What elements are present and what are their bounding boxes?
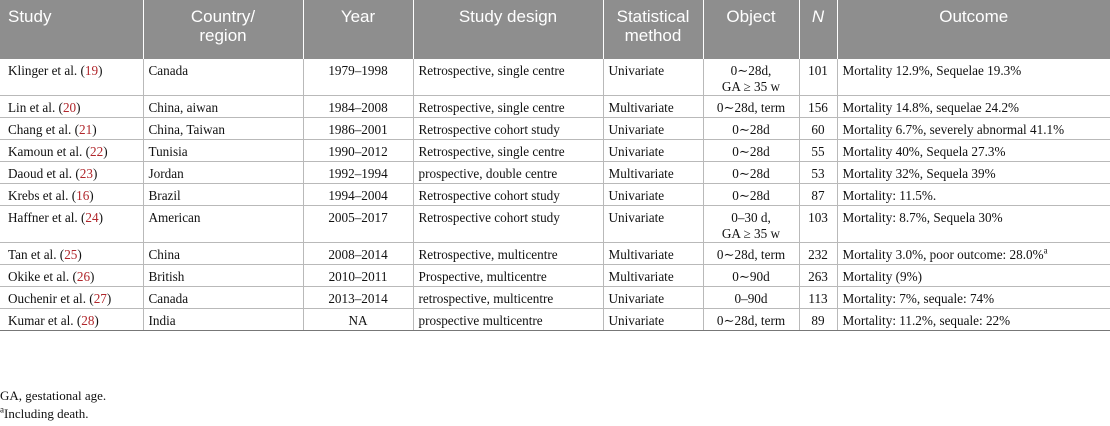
- design-cell: Prospective, multicentre: [413, 265, 603, 287]
- object-cell: 0–90d: [703, 287, 799, 309]
- outcome-cell: Mortality 3.0%, poor outcome: 28.0%$^a$: [837, 243, 1110, 265]
- n-cell: 89: [799, 309, 837, 331]
- country-cell: American: [143, 206, 303, 243]
- country-cell: China, Taiwan: [143, 118, 303, 140]
- country-cell: Canada: [143, 59, 303, 96]
- method-cell: Univariate: [603, 309, 703, 331]
- study-cell: Tan et al. (25): [0, 243, 143, 265]
- study-cell: Daoud et al. (23): [0, 162, 143, 184]
- outcome-cell: Mortality: 11.5%.: [837, 184, 1110, 206]
- table-row: [0, 243, 1110, 265]
- design-cell: Retrospective, single centre: [413, 59, 603, 96]
- year-cell: 1990–2012: [303, 140, 413, 162]
- object-cell: 0∼28d: [703, 162, 799, 184]
- outcome-cell: Mortality 6.7%, severely abnormal 41.1%: [837, 118, 1110, 140]
- country-cell: China, aiwan: [143, 96, 303, 118]
- n-cell: 53: [799, 162, 837, 184]
- design-cell: Retrospective, single centre: [413, 96, 603, 118]
- table-row: [0, 118, 1110, 140]
- n-cell: 113: [799, 287, 837, 309]
- outcome-cell: Mortality: 7%, sequale: 74%: [837, 287, 1110, 309]
- col-header-n: N: [799, 0, 837, 59]
- country-cell: China: [143, 243, 303, 265]
- table-row: [0, 287, 1110, 309]
- method-cell: Multivariate: [603, 265, 703, 287]
- col-header-method: Statistical method: [603, 0, 703, 59]
- object-cell: 0∼28d, term: [703, 309, 799, 331]
- footnote-a-marker: a: [0, 404, 4, 415]
- outcome-cell: Mortality 32%, Sequela 39%: [837, 162, 1110, 184]
- method-cell: Univariate: [603, 287, 703, 309]
- table-row: [0, 59, 1110, 96]
- table-row: [0, 162, 1110, 184]
- object-cell: 0∼28d: [703, 140, 799, 162]
- study-cell: Lin et al. (20): [0, 96, 143, 118]
- design-cell: Retrospective cohort study: [413, 118, 603, 140]
- year-cell: 1986–2001: [303, 118, 413, 140]
- method-cell: Multivariate: [603, 243, 703, 265]
- method-cell: Univariate: [603, 206, 703, 243]
- table-row: [0, 184, 1110, 206]
- country-cell: Tunisia: [143, 140, 303, 162]
- reference-link[interactable]: 24: [85, 210, 99, 225]
- study-cell: Chang et al. (21): [0, 118, 143, 140]
- year-cell: NA: [303, 309, 413, 331]
- n-cell: 60: [799, 118, 837, 140]
- col-header-object: Object: [703, 0, 799, 59]
- object-cell: 0–30 d, GA ≥ 35 w: [703, 206, 799, 243]
- year-cell: 2005–2017: [303, 206, 413, 243]
- outcome-cell: Mortality 12.9%, Sequelae 19.3%: [837, 59, 1110, 96]
- method-cell: Univariate: [603, 140, 703, 162]
- table-row: [0, 265, 1110, 287]
- outcome-cell: Mortality 14.8%, sequelae 24.2%: [837, 96, 1110, 118]
- object-cell: 0∼28d: [703, 184, 799, 206]
- study-cell: Kamoun et al. (22): [0, 140, 143, 162]
- year-cell: 1992–1994: [303, 162, 413, 184]
- year-cell: 1979–1998: [303, 59, 413, 96]
- country-cell: British: [143, 265, 303, 287]
- n-cell: 232: [799, 243, 837, 265]
- study-cell: Klinger et al. (19): [0, 59, 143, 96]
- reference-link[interactable]: 25: [64, 247, 78, 262]
- design-cell: Retrospective cohort study: [413, 206, 603, 243]
- method-cell: Univariate: [603, 184, 703, 206]
- reference-link[interactable]: 19: [84, 63, 99, 78]
- n-cell: 103: [799, 206, 837, 243]
- study-cell: Ouchenir et al. (27): [0, 287, 143, 309]
- country-cell: Jordan: [143, 162, 303, 184]
- method-cell: Univariate: [603, 118, 703, 140]
- footnote-ga: GA, gestational age.: [0, 388, 107, 403]
- method-cell: Univariate: [603, 59, 703, 96]
- year-cell: 1994–2004: [303, 184, 413, 206]
- method-cell: Multivariate: [603, 162, 703, 184]
- n-cell: 87: [799, 184, 837, 206]
- footnote-a: $^a$Including death.: [0, 404, 89, 421]
- method-cell: Multivariate: [603, 96, 703, 118]
- object-cell: 0∼28d, term: [703, 96, 799, 118]
- year-cell: 2010–2011: [303, 265, 413, 287]
- design-cell: Retrospective, single centre: [413, 140, 603, 162]
- design-cell: prospective, double centre: [413, 162, 603, 184]
- footnote-marker: a: [1043, 245, 1048, 256]
- col-header-year: Year: [303, 0, 413, 59]
- reference-link[interactable]: 16: [76, 188, 90, 203]
- col-header-outcome: Outcome: [837, 0, 1110, 59]
- header-row: [0, 0, 1110, 59]
- reference-link[interactable]: 23: [79, 166, 93, 181]
- design-cell: prospective multicentre: [413, 309, 603, 331]
- study-cell: Krebs et al. (16): [0, 184, 143, 206]
- reference-link[interactable]: 21: [79, 122, 93, 137]
- country-cell: India: [143, 309, 303, 331]
- reference-link[interactable]: 28: [81, 313, 95, 328]
- col-header-country: Country/ region: [143, 0, 303, 59]
- table-row: [0, 309, 1110, 331]
- reference-link[interactable]: 20: [62, 100, 77, 115]
- outcome-cell: Mortality 40%, Sequela 27.3%: [837, 140, 1110, 162]
- country-cell: Canada: [143, 287, 303, 309]
- table-row: [0, 96, 1110, 118]
- table-footnotes: [0, 387, 106, 423]
- col-header-design: Study design: [413, 0, 603, 59]
- design-cell: Retrospective, multicentre: [413, 243, 603, 265]
- reference-link[interactable]: 22: [90, 144, 104, 159]
- table-row: [0, 206, 1110, 243]
- study-cell: Okike et al. (26): [0, 265, 143, 287]
- object-cell: 0∼28d: [703, 118, 799, 140]
- object-cell: 0∼28d, term: [703, 243, 799, 265]
- outcome-cell: Mortality: 8.7%, Sequela 30%: [837, 206, 1110, 243]
- design-cell: retrospective, multicentre: [413, 287, 603, 309]
- n-cell: 55: [799, 140, 837, 162]
- object-cell: 0∼90d: [703, 265, 799, 287]
- year-cell: 2013–2014: [303, 287, 413, 309]
- country-cell: Brazil: [143, 184, 303, 206]
- reference-link[interactable]: 26: [76, 269, 91, 284]
- study-cell: Kumar et al. (28): [0, 309, 143, 331]
- n-cell: 101: [799, 59, 837, 96]
- design-cell: Retrospective cohort study: [413, 184, 603, 206]
- object-cell: 0∼28d, GA ≥ 35 w: [703, 59, 799, 96]
- year-cell: 2008–2014: [303, 243, 413, 265]
- reference-link[interactable]: 27: [93, 291, 107, 306]
- outcome-cell: Mortality (9%): [837, 265, 1110, 287]
- col-header-study: Study: [0, 0, 143, 59]
- study-cell: Haffner et al. (24): [0, 206, 143, 243]
- n-cell: 156: [799, 96, 837, 118]
- outcome-cell: Mortality: 11.2%, sequale: 22%: [837, 309, 1110, 331]
- table-row: [0, 140, 1110, 162]
- year-cell: 1984–2008: [303, 96, 413, 118]
- n-cell: 263: [799, 265, 837, 287]
